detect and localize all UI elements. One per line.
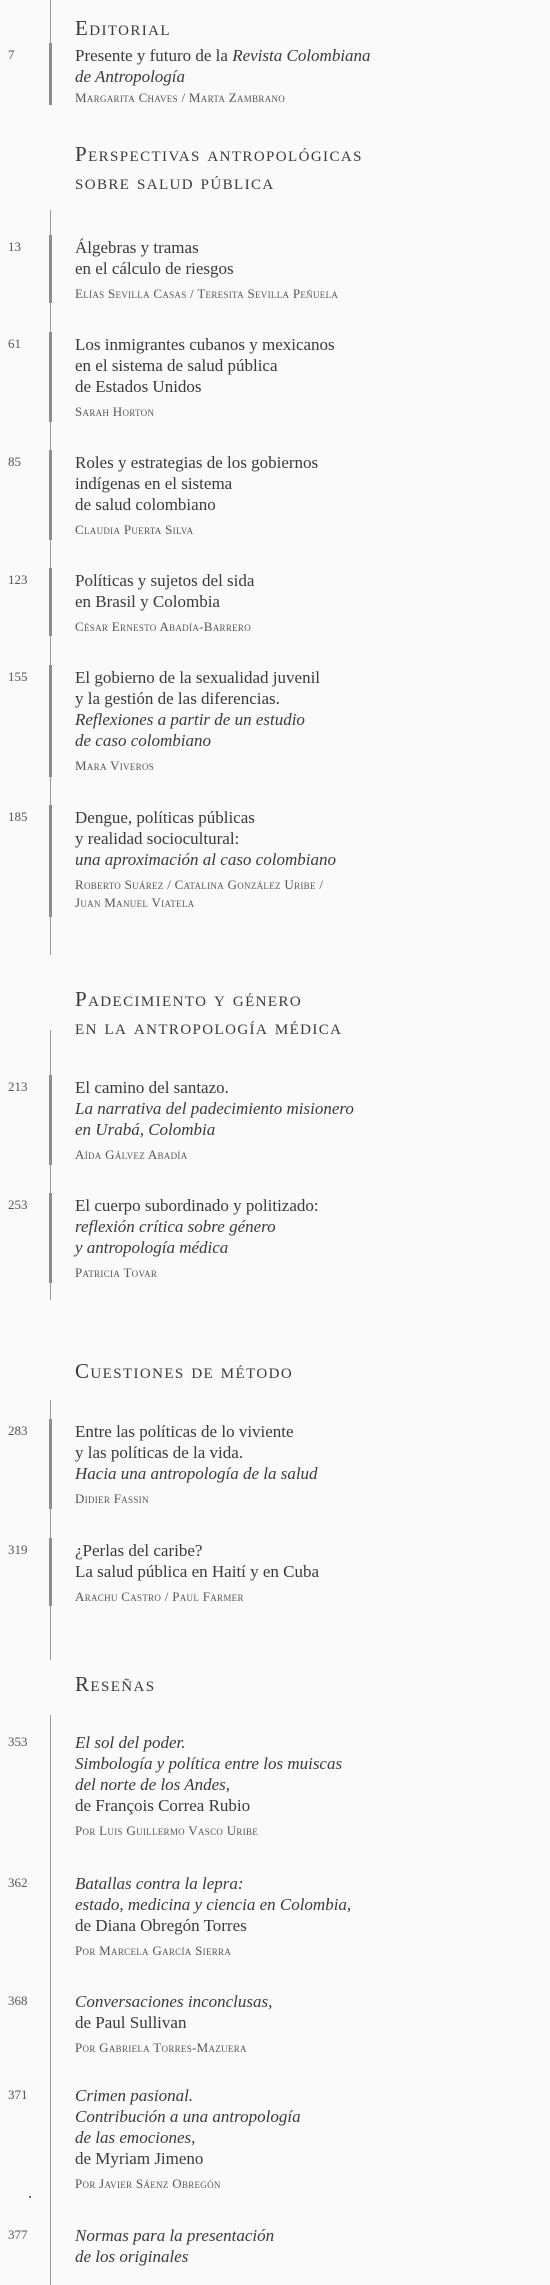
entry-marker — [49, 1075, 52, 1165]
entry-title: Roles y estrategias de los gobiernos — [75, 453, 319, 472]
entry-authors: Didier Fassin — [75, 1491, 149, 1506]
page-number: 61 — [8, 336, 21, 351]
page-number: 85 — [8, 454, 21, 469]
entry-title: de Estados Unidos — [75, 377, 202, 396]
entry-body — [75, 1195, 535, 1282]
page-number: 13 — [8, 239, 21, 254]
entry-marker — [49, 665, 52, 777]
entry-title: El gobierno de la sexualidad juvenil — [75, 668, 321, 687]
entry-title-italic: Contribución a una antropología — [75, 2107, 301, 2126]
entry-marker — [49, 332, 52, 422]
page-number: 371 — [8, 2087, 28, 2102]
entry-authors: Sarah Horton — [75, 404, 155, 419]
entry-subtitle-italic: La narrativa del padecimiento misionero — [75, 1099, 354, 1118]
entry-authors: Claudia Puerta Silva — [75, 522, 194, 537]
page-number: 123 — [8, 572, 28, 587]
entry-body — [75, 2225, 535, 2267]
entry-authors: Mara Viveros — [75, 758, 155, 773]
entry-body — [75, 570, 535, 636]
entry-title: en Brasil y Colombia — [75, 592, 220, 611]
entry-title-italic: del norte de los Andes, — [75, 1775, 231, 1794]
entry-title: en el sistema de salud pública — [75, 356, 278, 375]
entry-marker — [49, 1419, 52, 1509]
entry-book-author: de François Correa Rubio — [75, 1796, 251, 1815]
entry-body — [75, 334, 535, 421]
entry-title: El cuerpo subordinado y politizado: — [75, 1196, 319, 1215]
entry-body — [75, 237, 535, 303]
entry-body — [75, 45, 535, 107]
entry-reviewer: Por Gabriela Torres-Mazuera — [75, 2040, 247, 2055]
entry-body — [75, 807, 535, 912]
entry-title: indígenas en el sistema — [75, 474, 233, 493]
entry-body — [75, 1732, 535, 1840]
entry-body — [75, 1991, 535, 2057]
page-number: 353 — [8, 1734, 28, 1749]
entry-title: de salud colombiano — [75, 495, 216, 514]
entry-title: Álgebras y tramas — [75, 238, 199, 257]
entry-title-italic: Crimen pasional. — [75, 2086, 194, 2105]
entry-title-italic: El sol del poder. — [75, 1733, 186, 1752]
entry-subtitle-italic: una aproximación al caso colombiano — [75, 850, 336, 869]
entry-title-italic: Simbología y política entre los muiscas — [75, 1754, 343, 1773]
entry-body — [75, 1540, 535, 1606]
entry-marker — [49, 235, 52, 303]
entry-body — [75, 1421, 535, 1508]
entry-authors: Arachu Castro / Paul Farmer — [75, 1589, 244, 1604]
section-heading-padecimiento: Padecimiento y género en la antropología médica — [75, 987, 343, 1039]
entry-reviewer: Por Javier Sáenz Obregón — [75, 2176, 221, 2191]
entry-subtitle-italic: Hacia una antropología de la salud — [75, 1464, 318, 1483]
entry-marker — [49, 1538, 52, 1606]
page-number: 155 — [8, 669, 28, 684]
entry-title: y las políticas de la vida. — [75, 1443, 244, 1462]
entry-title: El camino del santazo. — [75, 1078, 229, 1097]
entry-marker — [49, 43, 52, 105]
page-number: 362 — [8, 1875, 28, 1890]
entry-title-italic: de las emociones, — [75, 2128, 196, 2147]
entry-authors: Patricia Tovar — [75, 1265, 158, 1280]
entry-title: y la gestión de las diferencias. — [75, 689, 280, 708]
entry-body — [75, 1077, 535, 1164]
section-heading-editorial: Editorial — [75, 16, 171, 40]
entry-reviewer: Por Marcela García Sierra — [75, 1943, 232, 1958]
entry-title-italic: de Antropología — [75, 67, 186, 86]
entry-title: Los inmigrantes cubanos y mexicanos — [75, 335, 335, 354]
entry-book-author: de Paul Sullivan — [75, 2013, 187, 2032]
entry-marker — [49, 450, 52, 540]
page-number: 253 — [8, 1197, 28, 1212]
section-heading-perspectivas: Perspectivas antropológicas sobre salud pública — [75, 142, 363, 194]
entry-body — [75, 667, 535, 775]
entry-title-italic: Conversaciones inconclusas, — [75, 1992, 273, 2011]
page-number: 7 — [8, 47, 15, 62]
page-number: 319 — [8, 1542, 28, 1557]
page-number: 283 — [8, 1423, 28, 1438]
entry-authors: Margarita Chaves / Marta Zambrano — [75, 90, 286, 105]
entry-title-italic: Batallas contra la lepra: — [75, 1874, 244, 1893]
entry-authors: Elías Sevilla Casas / Teresita Sevilla Peñuela — [75, 286, 339, 301]
entry-body — [75, 452, 535, 539]
section-heading-resenas: Reseñas — [75, 1672, 156, 1696]
entry-authors: César Ernesto Abadía-Barrero — [75, 619, 252, 634]
page-number: 377 — [8, 2227, 28, 2242]
page-number: 213 — [8, 1079, 28, 1094]
entry-title: ¿Perlas del caribe? — [75, 1541, 203, 1560]
entry-title-italic: Normas para la presentación — [75, 2226, 275, 2245]
page-number: 368 — [8, 1993, 28, 2008]
entry-subtitle-italic: de caso colombiano — [75, 731, 211, 750]
entry-body — [75, 2085, 535, 2193]
entry-authors: Roberto Suárez / Catalina González Uribe / — [75, 877, 324, 892]
entry-title: Dengue, políticas públicas — [75, 808, 255, 827]
entry-title: Entre las políticas de lo viviente — [75, 1422, 294, 1441]
entry-reviewer: Por Luis Guillermo Vasco Uribe — [75, 1823, 259, 1838]
entry-subtitle-italic: en Urabá, Colombia — [75, 1120, 216, 1139]
entry-subtitle-italic: reflexión crítica sobre género — [75, 1217, 276, 1236]
entry-authors: Juan Manuel Viatela — [75, 895, 195, 910]
entry-title: en el cálculo de riesgos — [75, 259, 234, 278]
entry-book-author: de Myriam Jimeno — [75, 2149, 204, 2168]
entry-title: Presente y futuro de la Revista Colombiana — [75, 46, 371, 65]
entry-body — [75, 1873, 535, 1960]
entry-book-author: de Diana Obregón Torres — [75, 1916, 247, 1935]
entry-title-italic: estado, medicina y ciencia en Colombia, — [75, 1895, 352, 1914]
entry-marker — [49, 805, 52, 917]
page-number: 185 — [8, 809, 28, 824]
entry-title: La salud pública en Haití y en Cuba — [75, 1562, 320, 1581]
vertical-rule — [50, 1715, 51, 2285]
entry-marker — [49, 568, 52, 636]
entry-title: y realidad sociocultural: — [75, 829, 240, 848]
entry-subtitle-italic: y antropología médica — [75, 1238, 229, 1257]
entry-title-italic: de los originales — [75, 2247, 189, 2266]
entry-authors: Aída Gálvez Abadía — [75, 1147, 188, 1162]
stray-dot — [29, 2196, 31, 2198]
entry-marker — [49, 1193, 52, 1283]
section-heading-cuestiones: Cuestiones de método — [75, 1359, 294, 1383]
entry-subtitle-italic: Reflexiones a partir de un estudio — [75, 710, 305, 729]
entry-title: Políticas y sujetos del sida — [75, 571, 255, 590]
